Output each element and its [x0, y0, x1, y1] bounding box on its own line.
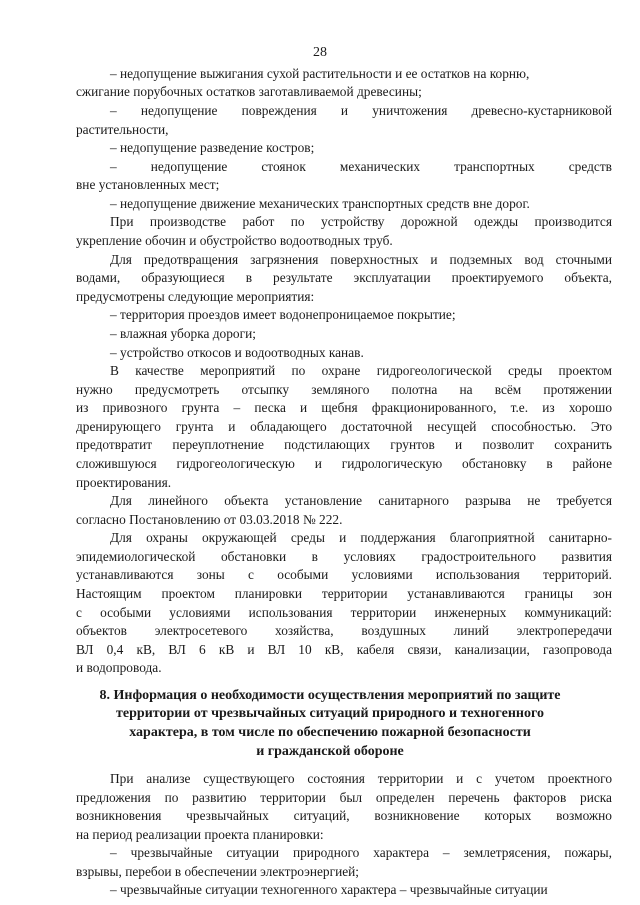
- text-line: возникновения чрезвычайных ситуаций, возникновение которых возможно: [76, 808, 612, 824]
- text-line: – недопущение повреждения и уничтожения древесно-кустарниковой: [110, 103, 612, 119]
- page-number: 28: [313, 45, 327, 60]
- text-line: дренирующего грунта и обладающего достаточной несущей способностью. Это: [76, 418, 612, 434]
- text-line: взрывы, перебои в обеспечении электроэнергией;: [76, 863, 360, 879]
- text-line: сжигание порубочных остатков заготавливаемой древесины;: [76, 84, 422, 100]
- text-line: на период реализации проекта планировки:: [76, 826, 324, 842]
- text-line: Для предотвращения загрязнения поверхностных и подземных вод сточными: [110, 251, 612, 267]
- text-line: – влажная уборка дороги;: [110, 325, 256, 341]
- text-line: Для охраны окружающей среды и поддержания благоприятной санитарно-: [110, 530, 612, 546]
- text-line: сложившуюся гидрогеологическую и гидрологическую обстановку в районе: [76, 456, 612, 471]
- text-line: предусмотрены следующие мероприятия:: [76, 288, 315, 304]
- text-line: – территория проездов имеет водонепроницаемое покрытие;: [110, 307, 456, 323]
- section-heading-line: характера, в том числе по обеспечению пожарной безопасности: [129, 724, 531, 740]
- text-line: с особыми условиями использования территории инженерных коммуникаций:: [76, 604, 612, 620]
- text-line: Настоящим проектом планировки территории устанавливаются границы зон: [76, 586, 612, 602]
- text-line: устанавливаются зоны с особыми условиями использования территорий.: [76, 567, 612, 583]
- text-line: проектирования.: [76, 474, 172, 490]
- text-line: – чрезвычайные ситуации природного характера – землетрясения, пожары,: [110, 845, 612, 861]
- text-line: укрепление обочин и обустройство водоотводных труб.: [76, 233, 393, 249]
- text-line: эпидемиологической обстановки в условиях градостроительного развития: [76, 548, 612, 564]
- text-line: При производстве работ по устройству дорожной одежды производится: [110, 214, 612, 230]
- text-line: согласно Постановлению от 03.03.2018 № 222.: [76, 511, 343, 527]
- text-line: При анализе существующего состояния территории и с учетом проектного: [110, 770, 612, 786]
- section-heading-line: и гражданской обороне: [256, 743, 404, 759]
- section-heading-line: территории от чрезвычайных ситуаций природного и техногенного: [116, 706, 544, 722]
- text-line: растительности,: [76, 121, 169, 137]
- text-line: объектов электросетевого хозяйства, воздушных линий электропередачи: [76, 623, 612, 639]
- text-line: – недопущение движение механических транспортных средств вне дорог.: [110, 195, 530, 211]
- text-line: вне установленных мест;: [76, 177, 220, 193]
- text-line: предотвратит переуплотнение подстилающих грунтов и позволит сохранить: [76, 437, 612, 453]
- text-line: нужно предусмотреть отсыпку земляного полотна на всём протяжении: [76, 381, 612, 397]
- section-heading-line: 8. Информация о необходимости осуществления мероприятий по защите: [99, 687, 561, 703]
- text-line: – недопущение выжигания сухой растительности и ее остатков на корню,: [110, 65, 530, 81]
- text-line: – недопущение стоянок механических транспортных средств: [110, 158, 612, 174]
- text-line: – недопущение разведение костров;: [110, 140, 315, 156]
- text-line: – устройство откосов и водоотводных канав.: [110, 344, 364, 360]
- text-line: водами, образующиеся в результате эксплуатации проектируемого объекта,: [76, 270, 612, 286]
- text-line: Для линейного объекта установление санитарного разрыва не требуется: [110, 493, 612, 509]
- text-line: ВЛ 0,4 кВ, ВЛ 6 кВ и ВЛ 10 кВ, кабеля связи, канализации, газопровода: [76, 641, 612, 657]
- text-line: – чрезвычайные ситуации техногенного характера – чрезвычайные ситуации: [110, 882, 548, 898]
- text-line: и водопровода.: [76, 660, 162, 676]
- text-line: из привозного грунта – песка и щебня фракционированного, т.е. из хорошо: [76, 400, 612, 416]
- text-line: В качестве мероприятий по охране гидрогеологической среды проектом: [110, 363, 612, 379]
- text-line: предложения по развитию территории был определен перечень факторов риска: [76, 789, 612, 805]
